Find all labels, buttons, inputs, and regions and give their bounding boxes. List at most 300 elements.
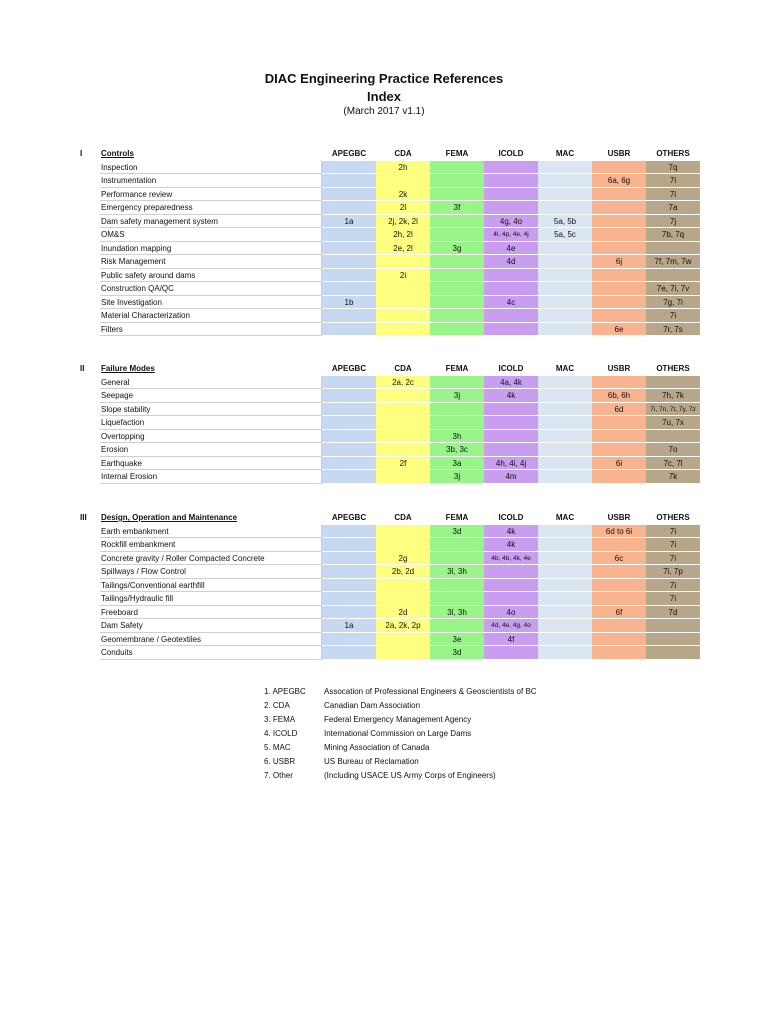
table-row [80, 646, 700, 660]
reference-cell-apegbc [322, 538, 376, 552]
column-header-usbr: USBR [607, 149, 631, 158]
reference-cell-icold: 4d [484, 255, 538, 269]
reference-cell-apegbc [322, 389, 376, 403]
reference-cell-mac [538, 416, 592, 430]
reference-cell-others: 7i, 7p [646, 565, 700, 579]
section-header-row [80, 362, 700, 376]
table-row [80, 443, 700, 457]
reference-cell-usbr [592, 592, 646, 606]
reference-cell-cda [376, 538, 430, 552]
reference-cell-cda [376, 416, 430, 430]
row-label: Performance review [100, 188, 322, 202]
reference-cell-fema [430, 309, 484, 323]
table-row [80, 606, 700, 620]
table-row [80, 376, 700, 390]
row-label: Spillways / Flow Control [100, 565, 322, 579]
reference-cell-usbr [592, 470, 646, 484]
column-header-others: OTHERS [656, 513, 690, 522]
reference-cell-cda [376, 309, 430, 323]
reference-cell-apegbc [322, 269, 376, 283]
reference-cell-cda: 2g [376, 552, 430, 566]
reference-cell-fema [430, 161, 484, 175]
row-label: Liquefaction [100, 416, 322, 430]
legend-value: Canadian Dam Association [324, 701, 421, 710]
row-label: Erosion [100, 443, 322, 457]
row-label: Risk Management [100, 255, 322, 269]
table-row [80, 416, 700, 430]
row-label: Tailings/Conventional earthfill [100, 579, 322, 593]
reference-cell-fema [430, 416, 484, 430]
column-header-others: OTHERS [656, 364, 690, 373]
reference-cell-others: 7r, 7s [646, 323, 700, 337]
reference-cell-apegbc [322, 323, 376, 337]
reference-cell-mac [538, 296, 592, 310]
row-label: Dam Safety [100, 619, 322, 633]
reference-cell-others: 7g, 7i [646, 296, 700, 310]
legend-key: 7. Other [264, 771, 293, 780]
reference-cell-fema [430, 269, 484, 283]
reference-cell-others: 7o [646, 443, 700, 457]
reference-cell-icold: 4k [484, 525, 538, 539]
reference-cell-fema [430, 228, 484, 242]
table-row [80, 269, 700, 283]
reference-cell-cda [376, 592, 430, 606]
reference-cell-usbr [592, 282, 646, 296]
reference-cell-usbr: 6c [592, 552, 646, 566]
reference-cell-others: 7f, 7m, 7w [646, 255, 700, 269]
reference-cell-mac [538, 646, 592, 660]
reference-cell-cda: 2l [376, 201, 430, 215]
reference-cell-mac [538, 430, 592, 444]
reference-cell-usbr [592, 296, 646, 310]
reference-cell-cda: 2a, 2c [376, 376, 430, 390]
column-header-icold: ICOLD [498, 513, 524, 522]
reference-cell-usbr [592, 416, 646, 430]
reference-cell-usbr: 6d to 6i [592, 525, 646, 539]
legend-value: International Commission on Large Dams [324, 729, 472, 738]
reference-cell-icold [484, 201, 538, 215]
reference-cell-usbr: 6d [592, 403, 646, 417]
legend-item [264, 741, 594, 755]
row-label: Material Characterization [100, 309, 322, 323]
reference-cell-cda [376, 255, 430, 269]
row-label: Public safety around dams [100, 269, 322, 283]
reference-cell-icold [484, 161, 538, 175]
reference-cell-usbr [592, 565, 646, 579]
reference-cell-usbr [592, 269, 646, 283]
legend-key: 5. MAC [264, 743, 291, 752]
reference-cell-usbr [592, 430, 646, 444]
reference-cell-icold [484, 269, 538, 283]
reference-cell-usbr [592, 579, 646, 593]
reference-cell-fema: 3f [430, 201, 484, 215]
section-number: II [80, 364, 85, 373]
table-row [80, 579, 700, 593]
reference-cell-fema [430, 174, 484, 188]
legend-key: 6. USBR [264, 757, 296, 766]
reference-cell-icold: 4a, 4k [484, 376, 538, 390]
reference-cell-others: 7a [646, 201, 700, 215]
reference-cell-apegbc [322, 579, 376, 593]
reference-cell-mac [538, 174, 592, 188]
reference-cell-mac [538, 242, 592, 256]
reference-cell-usbr [592, 228, 646, 242]
reference-cell-cda: 2k [376, 188, 430, 202]
reference-cell-mac [538, 552, 592, 566]
row-label: Inundation mapping [100, 242, 322, 256]
abbreviation-legend [264, 685, 594, 783]
reference-cell-fema: 3j [430, 389, 484, 403]
reference-cell-cda [376, 174, 430, 188]
reference-cell-mac [538, 525, 592, 539]
reference-cell-fema: 3l, 3h [430, 565, 484, 579]
legend-item [264, 685, 594, 699]
reference-cell-apegbc [322, 606, 376, 620]
reference-cell-icold [484, 309, 538, 323]
reference-cell-icold [484, 323, 538, 337]
reference-cell-usbr [592, 646, 646, 660]
reference-cell-others: 7i [646, 309, 700, 323]
reference-cell-fema [430, 323, 484, 337]
reference-cell-mac [538, 633, 592, 647]
row-label: Earthquake [100, 457, 322, 471]
reference-cell-cda [376, 389, 430, 403]
reference-cell-cda [376, 430, 430, 444]
column-header-mac: MAC [555, 364, 575, 373]
row-label: Site Investigation [100, 296, 322, 310]
reference-cell-apegbc [322, 228, 376, 242]
legend-item [264, 755, 594, 769]
table-row [80, 525, 700, 539]
column-header-apegbc: APEGBC [331, 364, 367, 373]
table-row [80, 282, 700, 296]
row-label: General [100, 376, 322, 390]
reference-cell-icold: 4l, 4p, 4e, 4j [484, 228, 538, 242]
column-header-usbr: USBR [607, 364, 631, 373]
reference-cell-cda [376, 443, 430, 457]
reference-cell-fema [430, 592, 484, 606]
reference-cell-usbr [592, 376, 646, 390]
row-label: Geomembrane / Geotextiles [100, 633, 322, 647]
section-header-row [80, 511, 700, 525]
reference-cell-usbr [592, 619, 646, 633]
reference-cell-others [646, 633, 700, 647]
section-number: III [80, 513, 87, 522]
reference-cell-others: 7i [646, 188, 700, 202]
reference-cell-mac [538, 161, 592, 175]
reference-cell-others: 7j [646, 215, 700, 229]
reference-cell-others: 7e, 7i, 7v [646, 282, 700, 296]
reference-cell-cda: 2h [376, 161, 430, 175]
reference-cell-usbr [592, 201, 646, 215]
reference-cell-apegbc [322, 174, 376, 188]
reference-cell-cda [376, 579, 430, 593]
reference-cell-others [646, 242, 700, 256]
reference-cell-fema: 3d [430, 525, 484, 539]
reference-cell-others: 7k [646, 470, 700, 484]
table-row [80, 188, 700, 202]
reference-cell-usbr: 6b, 6h [592, 389, 646, 403]
reference-cell-cda [376, 525, 430, 539]
reference-cell-apegbc [322, 552, 376, 566]
reference-cell-apegbc [322, 376, 376, 390]
reference-cell-icold [484, 443, 538, 457]
reference-cell-icold [484, 565, 538, 579]
column-header-cda: CDA [394, 149, 412, 158]
reference-cell-apegbc [322, 242, 376, 256]
reference-cell-icold [484, 403, 538, 417]
row-label: Emergency preparedness [100, 201, 322, 215]
column-header-apegbc: APEGBC [331, 513, 367, 522]
reference-cell-mac [538, 579, 592, 593]
reference-cell-mac [538, 282, 592, 296]
reference-cell-mac [538, 323, 592, 337]
reference-cell-usbr [592, 633, 646, 647]
reference-cell-others: 7i [646, 174, 700, 188]
reference-cell-others: 7u, 7x [646, 416, 700, 430]
section-title: Failure Modes [101, 364, 155, 373]
table-row [80, 633, 700, 647]
reference-cell-usbr: 6f [592, 606, 646, 620]
reference-cell-apegbc: 1a [322, 215, 376, 229]
reference-cell-apegbc [322, 282, 376, 296]
reference-cell-icold: 4k [484, 389, 538, 403]
row-label: Freeboard [100, 606, 322, 620]
reference-cell-usbr [592, 188, 646, 202]
reference-cell-cda [376, 646, 430, 660]
table-row [80, 296, 700, 310]
reference-cell-apegbc [322, 633, 376, 647]
reference-cell-usbr [592, 242, 646, 256]
reference-cell-fema [430, 255, 484, 269]
reference-cell-icold: 4c [484, 296, 538, 310]
row-label: Slope stability [100, 403, 322, 417]
column-header-mac: MAC [555, 149, 575, 158]
reference-cell-others: 7i [646, 592, 700, 606]
row-label: Concrete gravity / Roller Compacted Concrete [100, 552, 322, 566]
reference-cell-apegbc: 1b [322, 296, 376, 310]
table-row [80, 201, 700, 215]
row-label: Conduits [100, 646, 322, 660]
reference-cell-icold [484, 430, 538, 444]
reference-cell-mac [538, 443, 592, 457]
reference-cell-cda: 2j, 2k, 2l [376, 215, 430, 229]
row-label: Tailings/Hydraulic fill [100, 592, 322, 606]
reference-cell-usbr: 6a, 6g [592, 174, 646, 188]
reference-cell-others: 7i [646, 552, 700, 566]
reference-cell-icold [484, 579, 538, 593]
section-title: Controls [101, 149, 134, 158]
table-row [80, 552, 700, 566]
row-label: Overtopping [100, 430, 322, 444]
reference-cell-others [646, 376, 700, 390]
reference-cell-others: 7q [646, 161, 700, 175]
reference-cell-cda [376, 403, 430, 417]
reference-cell-mac [538, 457, 592, 471]
table-row [80, 174, 700, 188]
row-label: Internal Erosion [100, 470, 322, 484]
column-header-others: OTHERS [656, 149, 690, 158]
reference-cell-cda: 2f [376, 457, 430, 471]
reference-cell-fema [430, 376, 484, 390]
table-row [80, 403, 700, 417]
reference-cell-cda: 2d [376, 606, 430, 620]
reference-cell-fema [430, 552, 484, 566]
reference-cell-icold: 4f [484, 633, 538, 647]
reference-cell-cda [376, 296, 430, 310]
reference-cell-mac [538, 538, 592, 552]
reference-cell-icold: 4k [484, 538, 538, 552]
reference-cell-icold: 4e [484, 242, 538, 256]
reference-cell-icold: 4g, 4o [484, 215, 538, 229]
reference-cell-usbr [592, 538, 646, 552]
reference-cell-fema: 3j [430, 470, 484, 484]
reference-cell-fema: 3h [430, 430, 484, 444]
reference-cell-mac: 5a, 5c [538, 228, 592, 242]
reference-cell-mac [538, 565, 592, 579]
reference-cell-others: 7i [646, 525, 700, 539]
column-header-fema: FEMA [445, 364, 469, 373]
reference-cell-fema: 3a [430, 457, 484, 471]
row-label: Instrumentation [100, 174, 322, 188]
reference-cell-icold [484, 174, 538, 188]
reference-cell-others: 7i, 7n, 7t, 7y, 7z [646, 403, 700, 417]
legend-value: (Including USACE US Army Corps of Engineers) [324, 771, 496, 780]
reference-cell-others: 7d [646, 606, 700, 620]
reference-cell-mac [538, 470, 592, 484]
section-controls [80, 147, 700, 336]
reference-cell-fema [430, 403, 484, 417]
reference-cell-apegbc [322, 470, 376, 484]
reference-cell-cda: 2a, 2k, 2p [376, 619, 430, 633]
column-header-fema: FEMA [445, 149, 469, 158]
reference-cell-mac [538, 403, 592, 417]
table-row [80, 309, 700, 323]
reference-cell-others: 7i [646, 538, 700, 552]
legend-item [264, 713, 594, 727]
reference-cell-fema [430, 619, 484, 633]
row-label: Filters [100, 323, 322, 337]
table-row [80, 242, 700, 256]
reference-cell-others: 7b, 7q [646, 228, 700, 242]
legend-key: 3. FEMA [264, 715, 296, 724]
table-row [80, 430, 700, 444]
reference-cell-others: 7c, 7l [646, 457, 700, 471]
row-label: Rockfill embankment [100, 538, 322, 552]
row-label: Seepage [100, 389, 322, 403]
reference-cell-mac [538, 389, 592, 403]
reference-cell-apegbc [322, 565, 376, 579]
reference-cell-mac [538, 376, 592, 390]
reference-cell-apegbc [322, 592, 376, 606]
reference-cell-icold [484, 416, 538, 430]
table-row [80, 323, 700, 337]
reference-cell-mac [538, 592, 592, 606]
reference-cell-apegbc [322, 443, 376, 457]
reference-cell-cda: 2i [376, 269, 430, 283]
reference-cell-apegbc [322, 416, 376, 430]
version-date: (March 2017 v1.1) [343, 106, 425, 117]
reference-cell-apegbc [322, 646, 376, 660]
reference-cell-apegbc [322, 309, 376, 323]
column-header-icold: ICOLD [498, 364, 524, 373]
reference-cell-fema: 3g [430, 242, 484, 256]
column-header-cda: CDA [394, 513, 412, 522]
table-row [80, 470, 700, 484]
reference-cell-apegbc [322, 525, 376, 539]
reference-cell-usbr [592, 161, 646, 175]
column-header-fema: FEMA [445, 513, 469, 522]
reference-cell-mac [538, 255, 592, 269]
table-row [80, 228, 700, 242]
reference-cell-fema: 3l, 3h [430, 606, 484, 620]
row-label: Construction QA/QC [100, 282, 322, 296]
reference-cell-usbr: 6j [592, 255, 646, 269]
reference-cell-mac [538, 201, 592, 215]
reference-cell-apegbc [322, 161, 376, 175]
legend-value: Federal Emergency Management Agency [324, 715, 472, 724]
reference-cell-apegbc: 1a [322, 619, 376, 633]
reference-cell-fema: 3e [430, 633, 484, 647]
column-header-usbr: USBR [607, 513, 631, 522]
reference-cell-mac [538, 188, 592, 202]
reference-cell-fema: 3b, 3c [430, 443, 484, 457]
reference-cell-cda [376, 323, 430, 337]
reference-cell-icold [484, 646, 538, 660]
reference-cell-usbr: 6i [592, 457, 646, 471]
legend-key: 4. ICOLD [264, 729, 298, 738]
legend-value: Assocation of Professional Engineers & Geoscientists of BC [324, 687, 537, 696]
legend-value: US Bureau of Reclamation [324, 757, 419, 766]
reference-cell-apegbc [322, 188, 376, 202]
reference-cell-apegbc [322, 403, 376, 417]
reference-cell-cda: 2e, 2l [376, 242, 430, 256]
section-header-row [80, 147, 700, 161]
column-header-apegbc: APEGBC [331, 149, 367, 158]
reference-cell-others: 7i [646, 579, 700, 593]
row-label: Earth embankment [100, 525, 322, 539]
reference-cell-cda: 2h, 2l [376, 228, 430, 242]
reference-cell-icold [484, 592, 538, 606]
section-failure-modes [80, 362, 700, 484]
table-row [80, 255, 700, 269]
reference-cell-others [646, 619, 700, 633]
legend-item [264, 699, 594, 713]
reference-cell-apegbc [322, 457, 376, 471]
reference-cell-fema [430, 215, 484, 229]
table-row [80, 565, 700, 579]
reference-cell-apegbc [322, 255, 376, 269]
table-row [80, 215, 700, 229]
column-header-mac: MAC [555, 513, 575, 522]
table-row [80, 592, 700, 606]
reference-cell-fema [430, 296, 484, 310]
reference-cell-icold: 4b, 4b, 4k, 4e [484, 552, 538, 566]
reference-cell-mac [538, 606, 592, 620]
reference-cell-usbr [592, 443, 646, 457]
reference-cell-apegbc [322, 430, 376, 444]
page-title: DIAC Engineering Practice References [264, 71, 504, 86]
reference-cell-usbr: 6e [592, 323, 646, 337]
reference-cell-icold: 4h, 4i, 4j [484, 457, 538, 471]
legend-value: Mining Association of Canada [324, 743, 430, 752]
reference-cell-icold: 4m [484, 470, 538, 484]
reference-cell-fema [430, 282, 484, 296]
reference-cell-others [646, 646, 700, 660]
legend-key: 2. CDA [264, 701, 290, 710]
column-header-icold: ICOLD [498, 149, 524, 158]
reference-cell-others [646, 430, 700, 444]
